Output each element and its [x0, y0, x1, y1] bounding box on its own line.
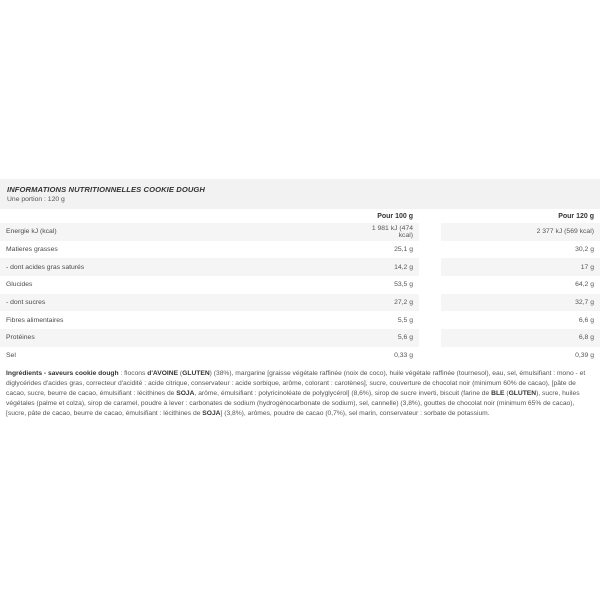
value-per100: 53,5 g: [394, 281, 413, 289]
value-per120: 32,7 g: [441, 294, 600, 312]
column-gap: [419, 276, 441, 294]
table-row: [0, 223, 600, 241]
nutrient-label: Protéines: [0, 329, 352, 347]
nutrient-label: - dont sucres: [0, 294, 352, 312]
column-gap: [419, 209, 441, 223]
table-row: [0, 276, 600, 294]
value-per120: 30,2 g: [575, 246, 594, 254]
ingredient-highlight: SOJA: [176, 389, 195, 397]
value-per120: 6,8 g: [441, 329, 600, 347]
nutrition-table: [0, 209, 600, 365]
value-per120: 17 g: [441, 258, 600, 276]
value-per100: 5,5 g: [397, 316, 413, 324]
table-row: [0, 258, 600, 276]
value-per120: 0,39 g: [575, 352, 594, 360]
value-per100: 14,2 g: [352, 258, 419, 276]
table-row: [0, 294, 600, 312]
column-gap: [419, 294, 441, 312]
ingredient-text: ] (3,8%), arômes, poudre de cacao (0,7%), sel marin, conservateur : sorbate de potassium.: [220, 410, 490, 418]
value-per100: 5,6 g: [352, 329, 419, 347]
nutrient-label: Sel: [6, 352, 16, 360]
nutrient-label: Glucides: [6, 281, 33, 289]
ingredient-highlight: GLUTEN: [182, 369, 210, 377]
ingredient-highlight: Ingrédients - saveurs cookie dough: [6, 369, 119, 377]
ingredient-text: ), sucre, huiles végétales (palme et colza), sirop de caramel, poudre à lever : carbonates de sodium (hydrogénocarbonate de sodium), sel, cannelle) (3,8%), gouttes de chocolat noir (minimum 65% de cacao), [sucre, pâte de cacao, beurre de cacao, émulsifiant : lécithines de: [6, 389, 580, 418]
page-title: INFORMATIONS NUTRITIONNELLES COOKIE DOUGH: [7, 185, 206, 194]
ingredient-highlight: SOJA: [202, 410, 221, 418]
value-per100: 0,33 g: [394, 352, 413, 360]
nutrition-panel: [0, 179, 600, 420]
nutrient-label: Matieres grasses: [6, 246, 58, 254]
value-per100: 1 981 kJ (474 kcal): [352, 223, 419, 241]
table-row: [0, 311, 600, 329]
header-blank: [0, 209, 352, 223]
value-per120: 64,2 g: [575, 281, 594, 289]
value-per100: 25,1 g: [394, 246, 413, 254]
nutrition-table-body: [0, 223, 600, 365]
ingredient-highlight: BLE: [491, 389, 505, 397]
table-row: [0, 347, 600, 365]
column-gap: [419, 347, 441, 365]
value-per120: 2 377 kJ (569 kcal): [441, 223, 600, 241]
column-header-per120: Pour 120 g: [558, 212, 594, 220]
table-row: [0, 329, 600, 347]
column-gap: [419, 311, 441, 329]
ingredient-text: (: [504, 389, 509, 397]
nutrient-label: - dont acides gras saturés: [0, 258, 352, 276]
column-gap: [419, 258, 441, 276]
ingredient-text: ) (38%), margarine [graisse végétale raffinée (noix de coco), huile végétale raffinée (tournesol), eau, sel, émulsifiant : mono - et diglycérides d'acides gras, correcteur d'acidité : acide citrique, conservateur : acide sorbique, arôme, colorant : carotènes], sucre, couverture de chocolat noir (minimum 60% de cacao), [pâte de cacao, sucre, beurre de cacao, émulsifiant : lécithines de: [6, 369, 586, 397]
column-gap: [419, 241, 441, 259]
nutrition-header: [0, 179, 600, 209]
value-per120: 6,6 g: [578, 316, 594, 324]
column-header-per100: Pour 100 g: [377, 212, 413, 220]
value-per100: 27,2 g: [352, 294, 419, 312]
nutrient-label: Energie kJ (kcal): [0, 223, 352, 241]
ingredient-text: , arôme, émulsifiant : polyricinoléate de polyglycérol] (8,6%), sirop de sucre inverti, biscuit (farine de: [194, 389, 492, 397]
column-gap: [419, 223, 441, 241]
ingredients-text: [0, 365, 600, 420]
column-gap: [419, 329, 441, 347]
table-header-row: [0, 209, 600, 223]
serving-size: Une portion : 120 g: [7, 196, 65, 203]
ingredient-highlight: GLUTEN: [508, 389, 537, 397]
ingredient-text: (: [178, 369, 183, 377]
table-row: [0, 241, 600, 259]
nutrient-label: Fibres alimentaires: [6, 316, 64, 324]
ingredient-text: : flocons: [118, 369, 148, 377]
ingredient-highlight: d'AVOINE: [147, 369, 179, 377]
